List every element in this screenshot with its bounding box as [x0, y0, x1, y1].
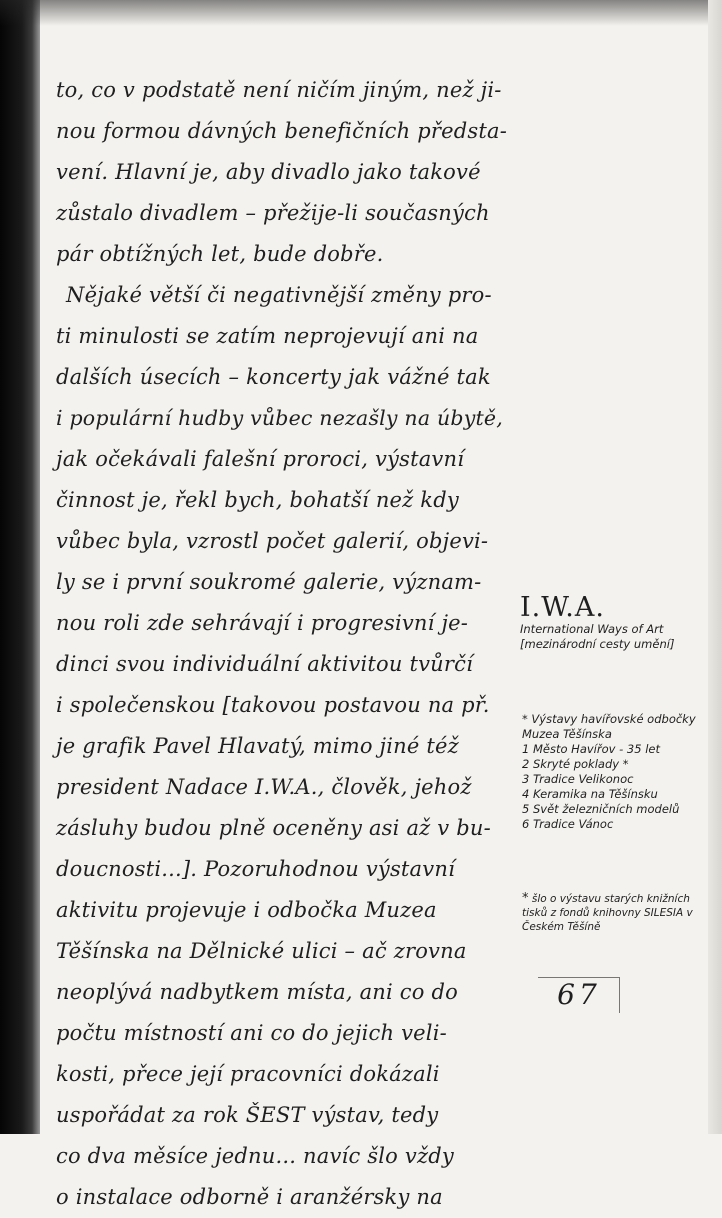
sidebar-title: I.W.A.	[520, 592, 605, 623]
sidebar-caption: International Ways of Art [mezinárodní cesty umění]	[520, 622, 675, 651]
item-text: Skryté poklady *	[532, 757, 629, 771]
text-line: ly se i první soukromé galerie, význam-	[56, 570, 482, 594]
text-line: ti minulosti se zatím neprojevují ani na	[56, 324, 479, 348]
text-line: i populární hudby vůbec nezašly na úbytě,	[56, 406, 503, 430]
text-line: o instalace odborně i aranžérsky na	[56, 1185, 443, 1209]
item-number: 2	[522, 757, 530, 771]
text-line: dinci svou individuální aktivitou tvůrčí	[56, 652, 474, 676]
list-item	[522, 787, 712, 802]
list-item	[522, 757, 712, 772]
exhibitions-list-block	[522, 712, 712, 832]
footnote-text: šlo o výstavu starých knižních tisků z fondů knihovny SILESIA v Českém Těšíně	[522, 893, 693, 933]
text-line: počtu místností ani co do jejich veli-	[56, 1021, 447, 1045]
text-line: i společenskou [takovou postavou na př.	[56, 693, 490, 717]
page-number	[538, 975, 620, 1015]
text-line: činnost je, řekl bych, bohatší než kdy	[56, 488, 459, 512]
text-line: kosti, přece její pracovníci dokázali	[56, 1062, 440, 1086]
text-line: aktivitu projevuje i odbočka Muzea	[56, 898, 437, 922]
handwritten-body-text	[56, 70, 508, 1218]
text-line: vůbec byla, vzrostl počet galerií, objevi-	[56, 529, 489, 553]
text-line: zásluhy budou plně oceněny asi až v bu-	[56, 816, 491, 840]
item-number: 6	[522, 817, 530, 831]
top-edge-shadow	[0, 0, 722, 26]
text-line: nou roli zde sehrávají i progresivní je-	[56, 611, 469, 635]
text-line: doucnosti...]. Pozoruhodnou výstavní	[56, 857, 455, 881]
text-line: je grafik Pavel Hlavatý, mimo jiné též	[56, 734, 459, 758]
text-line: to, co v podstatě není ničím jiným, než ji-	[56, 78, 502, 102]
book-spine-shadow	[0, 0, 40, 1134]
text-line: pár obtížných let, bude dobře.	[56, 242, 384, 266]
item-number: 4	[522, 787, 530, 801]
item-text: Keramika na Těšínsku	[532, 787, 658, 801]
page-edge	[708, 0, 722, 1134]
text-line: neoplývá nadbytkem místa, ani co do	[56, 980, 458, 1004]
exhibitions-list	[522, 742, 712, 832]
exhibitions-heading	[522, 712, 712, 742]
item-text: Svět železničních modelů	[532, 802, 680, 816]
text-line: Těšínska na Dělnické ulici – ač zrovna	[56, 939, 467, 963]
page-number-bracket	[619, 977, 620, 1013]
item-number: 5	[522, 802, 530, 816]
asterisk-mark: *	[522, 712, 528, 726]
text-line: president Nadace I.W.A., člověk, jehož	[56, 775, 472, 799]
list-item	[522, 742, 712, 757]
text-line: zůstalo divadlem – přežije-li současných	[56, 201, 490, 225]
text-line: jak očekávali falešní proroci, výstavní	[56, 447, 465, 471]
footnote	[522, 892, 712, 934]
text-line: nou formou dávných benefičních předsta-	[56, 119, 508, 143]
text-line: dalších úsecích – koncerty jak vážné tak	[56, 365, 491, 389]
text-line: vení. Hlavní je, aby divadlo jako takové	[56, 160, 481, 184]
list-item	[522, 772, 712, 787]
list-item	[522, 802, 712, 817]
asterisk-mark: *	[522, 891, 529, 906]
item-number: 3	[522, 772, 530, 786]
text-line: uspořádat za rok ŠEST výstav, tedy	[56, 1103, 439, 1127]
item-text: Tradice Vánoc	[532, 817, 614, 831]
list-item	[522, 817, 712, 832]
page-number-value: 67	[557, 978, 601, 1011]
text-line: co dva měsíce jednu... navíc šlo vždy	[56, 1144, 454, 1168]
item-number: 1	[522, 742, 530, 756]
text-line: Nějaké větší či negativnější změny pro-	[66, 283, 492, 307]
item-text: Tradice Velikonoc	[532, 772, 634, 786]
exhibitions-heading-text: Výstavy havířovské odbočky Muzea Těšínska	[522, 712, 696, 741]
item-text: Město Havířov - 35 let	[532, 742, 660, 756]
